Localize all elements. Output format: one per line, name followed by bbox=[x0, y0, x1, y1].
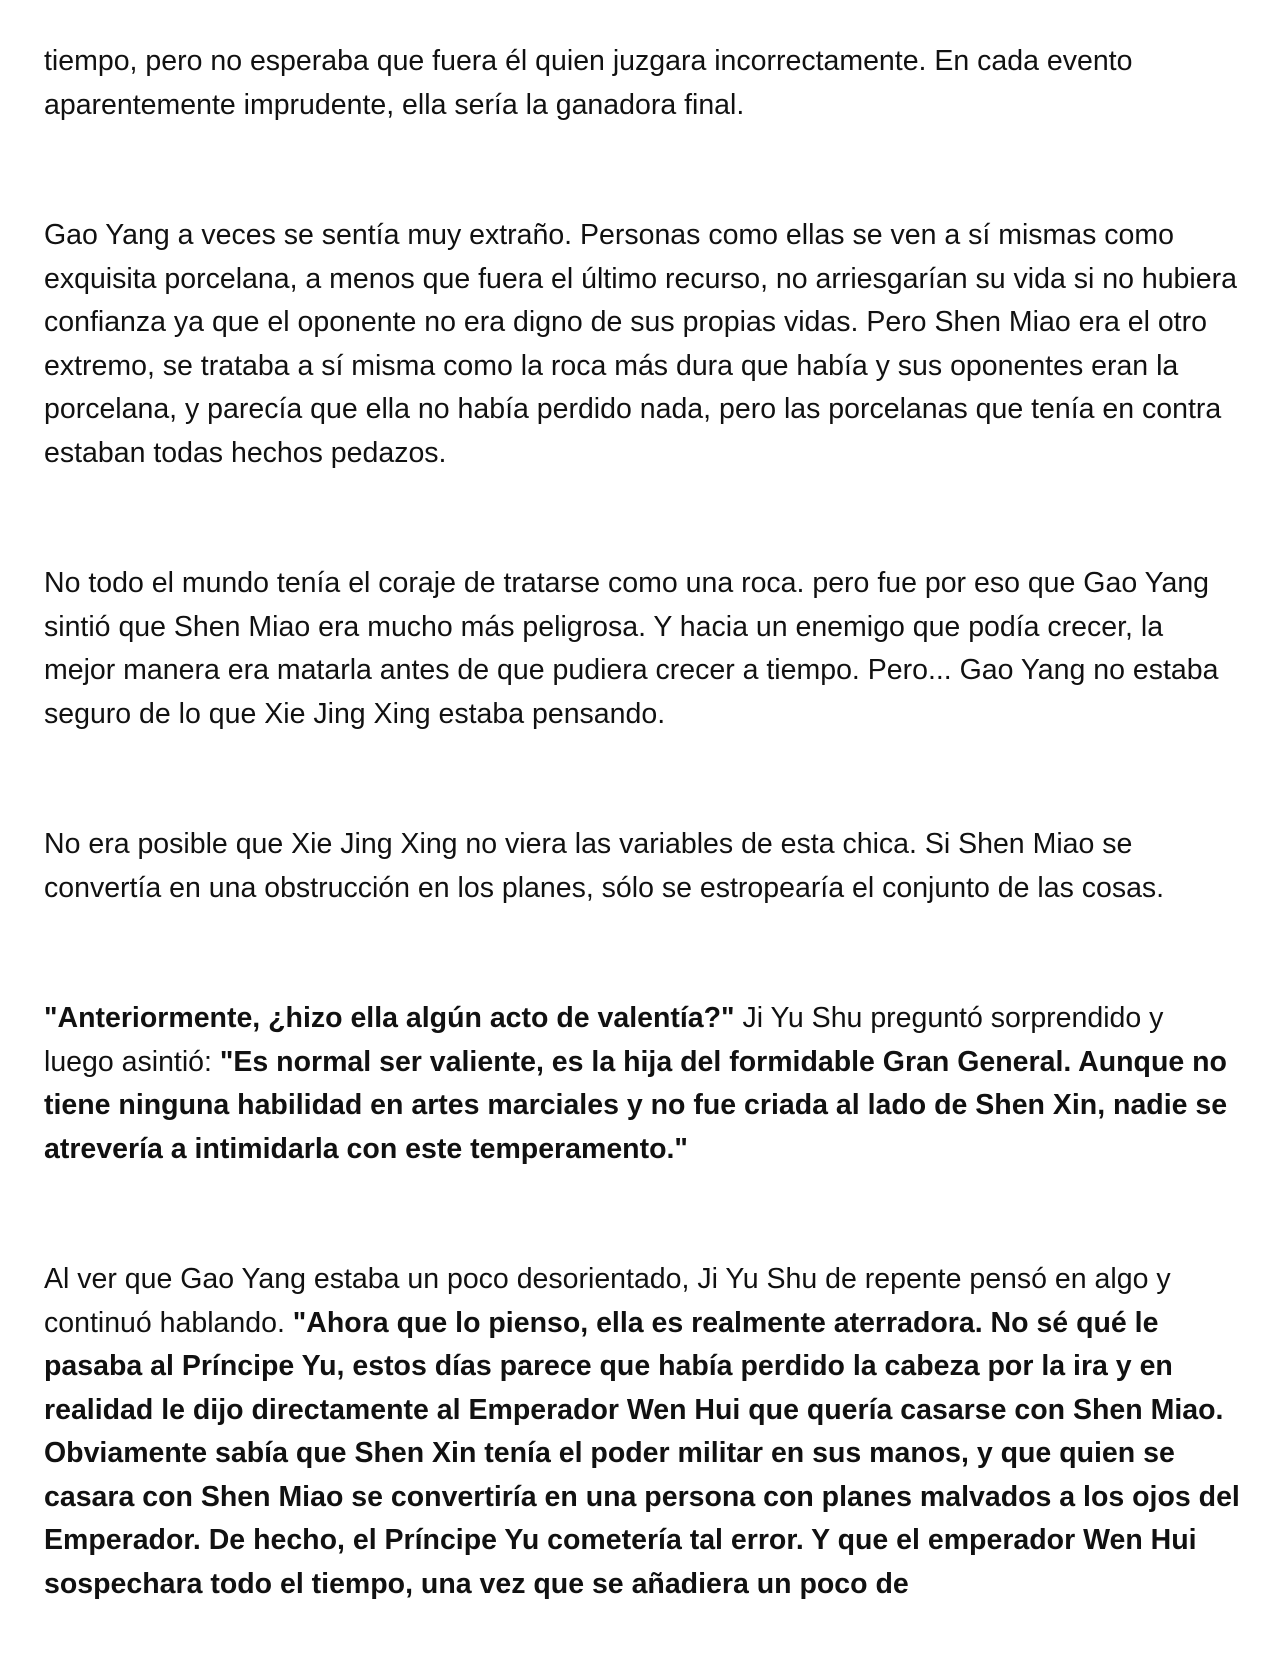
paragraph-6 bbox=[44, 1258, 1240, 1606]
narration-text: Al ver que Gao Yang estaba un poco desorientado, Ji Yu Shu de repente pensó en algo y continuó hablando. bbox=[44, 1263, 1171, 1339]
document-page bbox=[44, 40, 1240, 1606]
dialogue-quote: "Anteriormente, ¿hizo ella algún acto de valentía?" bbox=[44, 1002, 735, 1034]
paragraph-3-text: No todo el mundo tenía el coraje de tratarse como una roca. pero fue por eso que Gao Yang sintió que Shen Miao era mucho más peligrosa. Y hacia un enemigo que podía crecer, la mejor manera era matarla antes de que pudiera crecer a tiempo. Pero... Gao Yang no estaba seguro de lo que Xie Jing Xing estaba pensando. bbox=[44, 567, 1219, 730]
paragraph-4 bbox=[44, 823, 1240, 910]
paragraph-4-text: No era posible que Xie Jing Xing no viera las variables de esta chica. Si Shen Miao se convertía en una obstrucción en los planes, sólo se estropearía el conjunto de las cosas. bbox=[44, 828, 1165, 904]
paragraph-3 bbox=[44, 562, 1240, 736]
dialogue-quote: "Es normal ser valiente, es la hija del formidable Gran General. Aunque no tiene ninguna habilidad en artes marciales y no fue criada al lado de Shen Xin, nadie se atrevería a intimidarla con este temperamento." bbox=[44, 1045, 1228, 1165]
paragraph-5 bbox=[44, 997, 1240, 1171]
paragraph-1-text: tiempo, pero no esperaba que fuera él quien juzgara incorrectamente. En cada evento aparentemente imprudente, ella sería la ganadora final. bbox=[44, 45, 1133, 121]
dialogue-quote: "Ahora que lo pienso, ella es realmente aterradora. No sé qué le pasaba al Príncipe Yu, estos días parece que había perdido la cabeza por la ira y en realidad le dijo directamente al Emperador Wen Hui que quería casarse con Shen Miao. Obviamente sabía que Shen Xin tenía el poder militar en sus manos, y que quien se casara con Shen Miao se convertiría en una persona con planes malvados a los ojos del Emperador. De hecho, el Príncipe Yu cometería tal error. Y que el emperador Wen Hui sospechara todo el tiempo, una vez que se añadiera un poco de bbox=[44, 1306, 1240, 1600]
paragraph-1 bbox=[44, 40, 1240, 127]
narration-text: Ji Yu Shu preguntó sorprendido y luego asintió: bbox=[44, 1002, 1164, 1078]
paragraph-2-text: Gao Yang a veces se sentía muy extraño. Personas como ellas se ven a sí mismas como exquisita porcelana, a menos que fuera el último recurso, no arriesgarían su vida si no hubiera confianza ya que el oponente no era digno de sus propias vidas. Pero Shen Miao era el otro extremo, se trataba a sí misma como la roca más dura que había y sus oponentes eran la porcelana, y parecía que ella no había perdido nada, pero las porcelanas que tenía en contra estaban todas hechos pedazos. bbox=[44, 219, 1237, 469]
paragraph-2 bbox=[44, 214, 1240, 475]
